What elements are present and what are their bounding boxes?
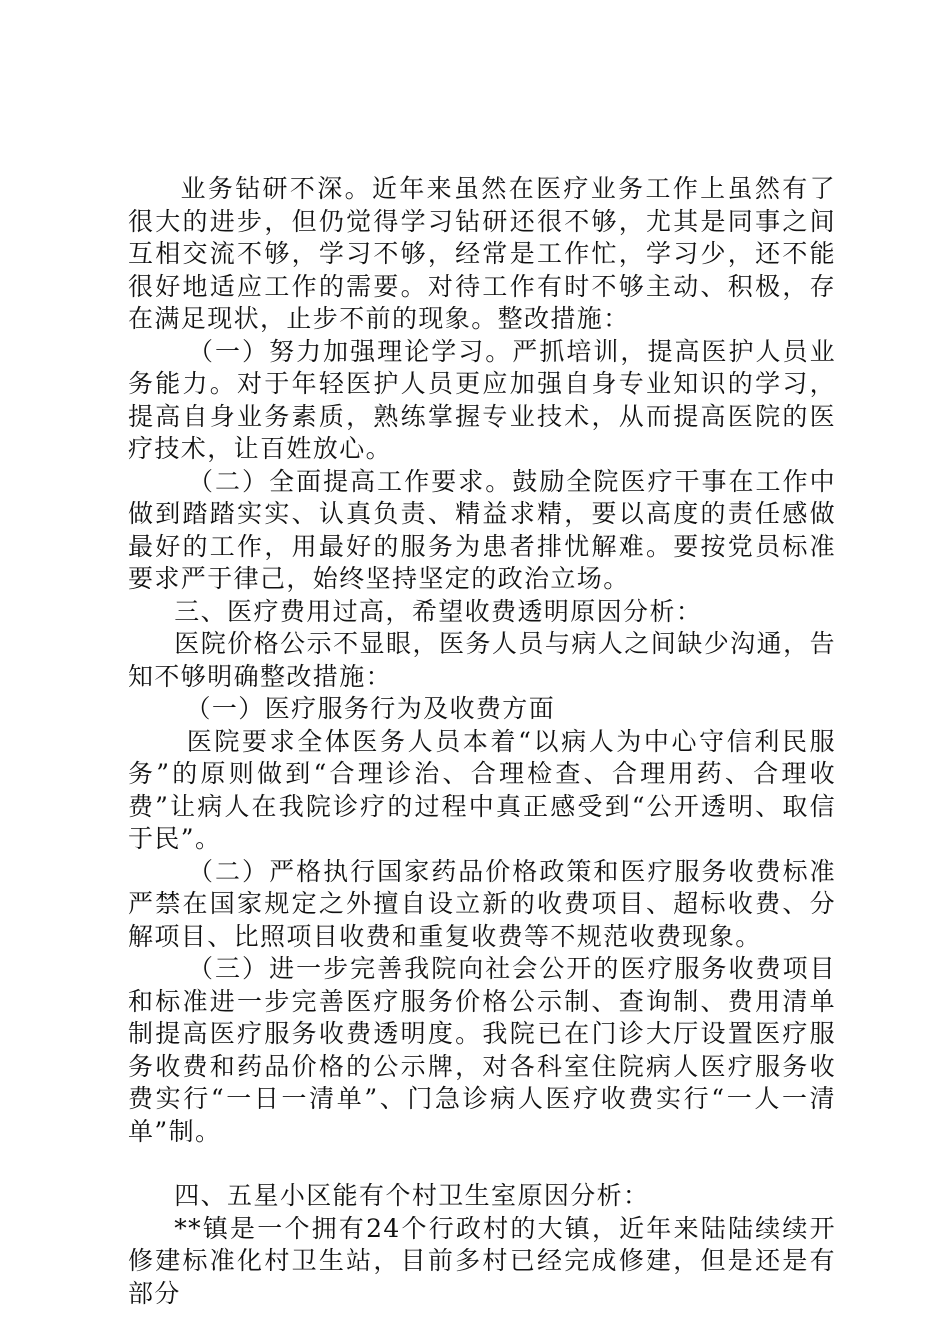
blank-line <box>128 1148 836 1180</box>
paragraph-5: 医院价格公示不显眼，医务人员与病人之间缺少沟通，告知不够明确整改措施： <box>128 629 836 691</box>
subheading-1: （一）医疗服务行为及收费方面 <box>185 694 556 723</box>
section-heading-3: 三、医疗费用过高，希望收费透明原因分析： <box>174 596 703 626</box>
paragraph-11: **镇是一个拥有24个行政村的大镇，近年来陆陆续续开修建标准化村卫生站，目前多村已经完成修建，但是还是有部分 <box>128 1213 836 1308</box>
paragraph-2: （一）努力加强理论学习。严抓培训，提高医护人员业务能力。对于年轻医护人员更应加强自身专业知识的学习，提高自身业务素质，熟练掌握专业技术，从而提高医院的医疗技术，让百姓放心。 <box>128 336 836 463</box>
paragraph-9: （三）进一步完善我院向社会公开的医疗服务收费项目和标准进一步完善医疗服务价格公示制、查询制、费用清单制提高医疗服务收费透明度。我院已在门诊大厅设置医疗服务收费和药品价格的公示牌，对各科室住院病人医疗服务收费实行“一日一清单”、门急诊病人医疗收费实行“一人一清单”制。 <box>128 954 836 1146</box>
document-page <box>128 173 836 1310</box>
paragraph-1: 业务钻研不深。近年来虽然在医疗业务工作上虽然有了很大的进步，但仍觉得学习钻研还很不够，尤其是同事之间互相交流不够，学习不够，经常是工作忙，学习少，还不能很好地适应工作的需要。对待工作有时不够主动、积极，存在满足现状，止步不前的现象。整改措施： <box>128 174 836 333</box>
paragraph-3: （二）全面提高工作要求。鼓励全院医疗干事在工作中做到踏踏实实、认真负责、精益求精，要以高度的责任感做最好的工作，用最好的服务为患者排忧解难。要按党员标准要求严于律己，始终坚持坚定的政治立场。 <box>128 466 836 593</box>
paragraph-7: 医院要求全体医务人员本着“以病人为中心守信利民服务”的原则做到“合理诊治、合理检查、合理用药、合理收费”让病人在我院诊疗的过程中真正感受到“公开透明、取信于民”。 <box>128 726 836 853</box>
paragraph-8: （二）严格执行国家药品价格政策和医疗服务收费标准严禁在国家规定之外擅自设立新的收费项目、超标收费、分解项目、比照项目收费和重复收费等不规范收费现象。 <box>128 856 836 951</box>
section-heading-4: 四、五星小区能有个村卫生室原因分析： <box>174 1181 650 1210</box>
